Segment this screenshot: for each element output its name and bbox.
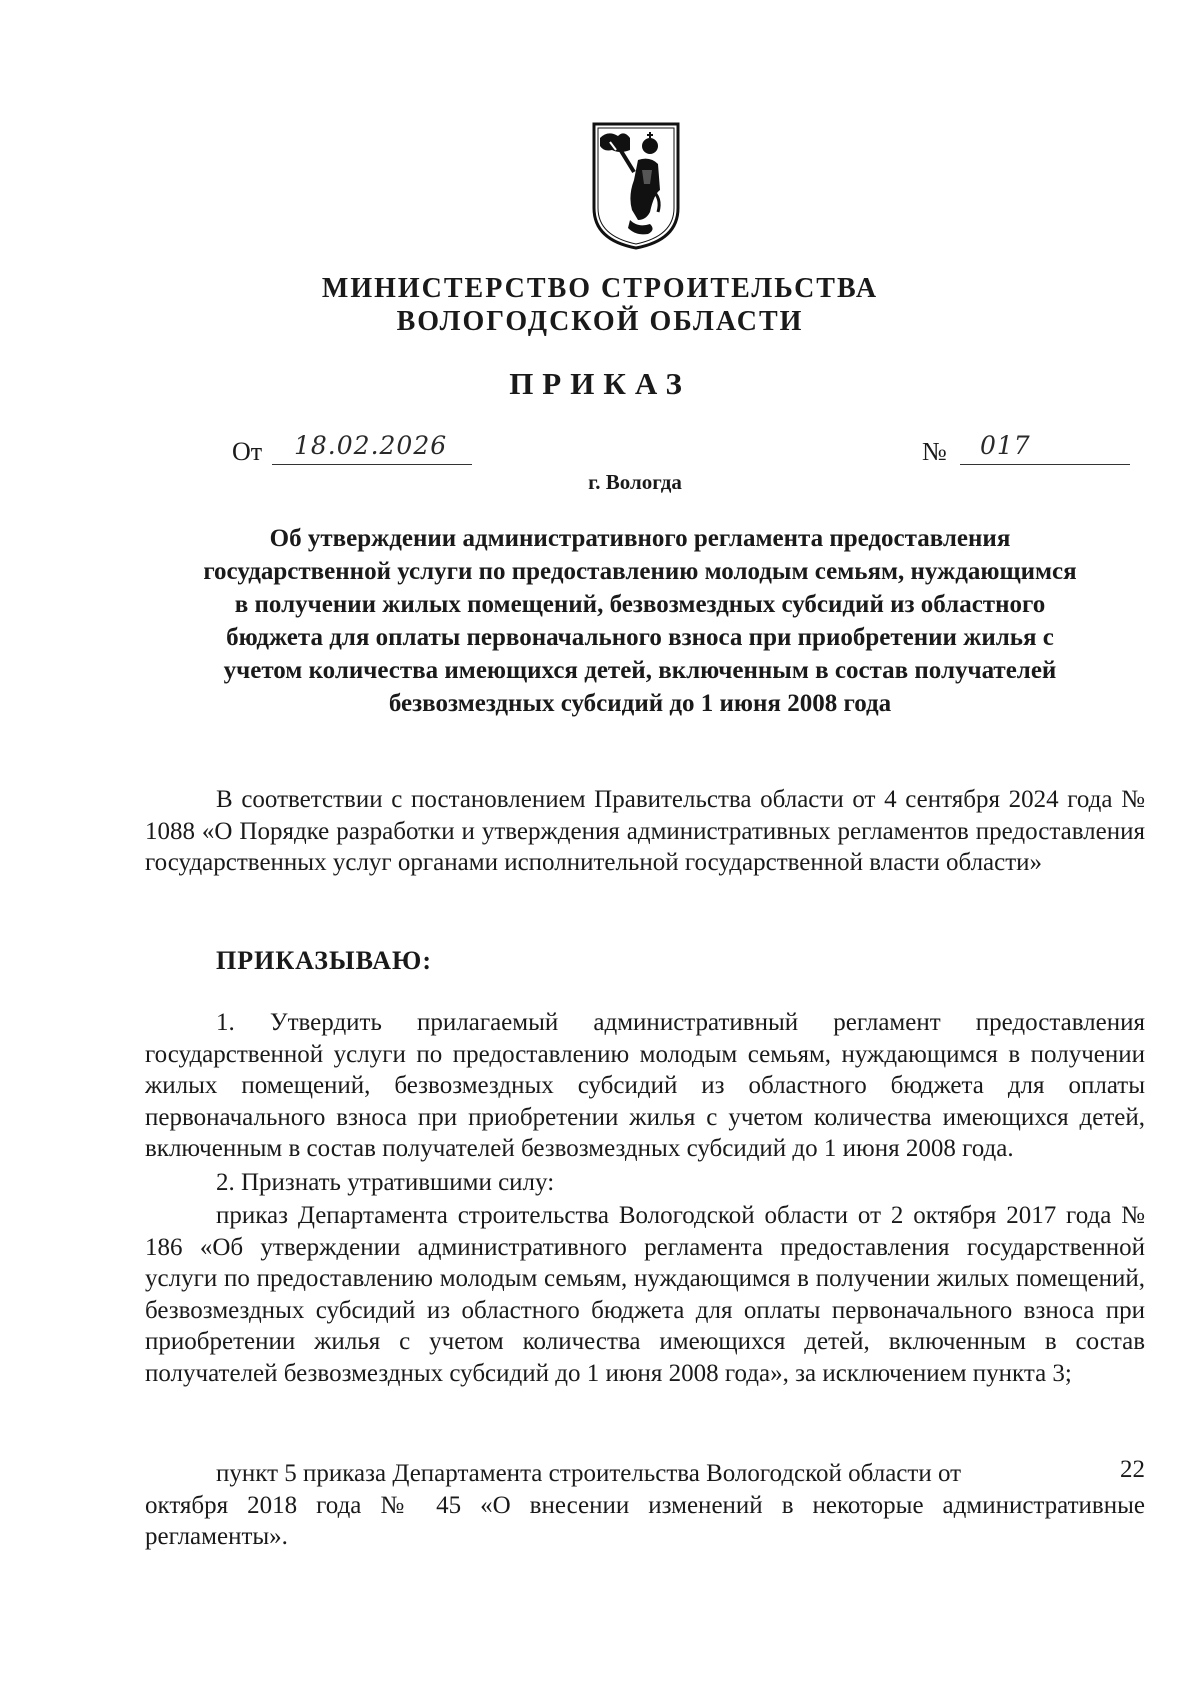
preamble-text: В соответствии с постановлением Правительства области от 4 сентября 2024 года № 1088 «О Порядке разработки и утверждения административных регламентов предоставления государственных услуг органами исполнительной государственной власти области»: [145, 786, 1145, 876]
document-title: [145, 522, 1135, 720]
ministry-name-line1: МИНИСТЕРСТВО СТРОИТЕЛЬСТВА: [321, 273, 879, 304]
title-line: безвозмездных субсидий до 1 июня 2008 года: [388, 690, 892, 717]
ministry-name: [0, 272, 1200, 338]
last-item-first-line-end: 22: [1120, 1456, 1145, 1483]
order-item: 1. Утвердить прилагаемый административный регламент предоставления государственной услуги по предоставлению молодым семьям, нуждающимся в получении жилых помещений, безвозмездных субсидий из областного бюджета для оплаты первоначального взноса при приобретении жилья с учетом количества имеющихся детей, включенным в состав получателей безвозмездных субсидий до 1 июня 2008 года.: [145, 1009, 1145, 1162]
last-item-first-line: пункт 5 приказа Департамента строительства Вологодской области от: [216, 1460, 962, 1487]
vologda-coat-of-arms-icon: [590, 120, 682, 252]
order-items: [145, 1007, 1145, 1389]
ministry-name-line2: ВОЛОГОДСКОЙ ОБЛАСТИ: [396, 306, 804, 337]
last-item-rest: октября 2018 года № 45 «О внесении изменений в некоторые административные регламенты».: [145, 1491, 1145, 1550]
city: г. Вологда: [588, 470, 682, 494]
number-value-handwritten: 017: [960, 431, 1130, 465]
title-line: государственной услуги по предоставлению молодым семьям, нуждающимся: [203, 558, 1077, 585]
order-item: 2. Признать утратившими силу:: [216, 1168, 555, 1196]
date-label: От: [232, 437, 263, 466]
document-type: ПРИКАЗ: [509, 366, 691, 401]
title-line: учетом количества имеющихся детей, включенным в состав получателей: [223, 657, 1057, 684]
title-line: Об утверждении административного регламента предоставления: [269, 525, 1011, 552]
preamble: [145, 784, 1145, 879]
order-item: приказ Департамента строительства Вологодской области от 2 октября 2017 года № 186 «Об утверждении административного регламента предоставления государственной услуги по предоставлению молодым семьям, нуждающимся в получении жилых помещений, безвозмездных субсидий из областного бюджета для оплаты первоначального взноса при приобретении жилья с учетом количества имеющихся детей, включенным в состав получателей безвозмездных субсидий до 1 июня 2008 года», за исключением пункта 3;: [145, 1202, 1145, 1387]
date-value-handwritten: 18.02.2026: [272, 431, 472, 465]
order-item-last: [145, 1458, 1145, 1553]
title-line: бюджета для оплаты первоначального взноса при приобретении жилья с: [226, 624, 1054, 651]
title-line: в получении жилых помещений, безвозмездных субсидий из областного: [234, 591, 1046, 618]
order-word: ПРИКАЗЫВАЮ:: [216, 946, 432, 975]
number-label: №: [922, 437, 947, 466]
